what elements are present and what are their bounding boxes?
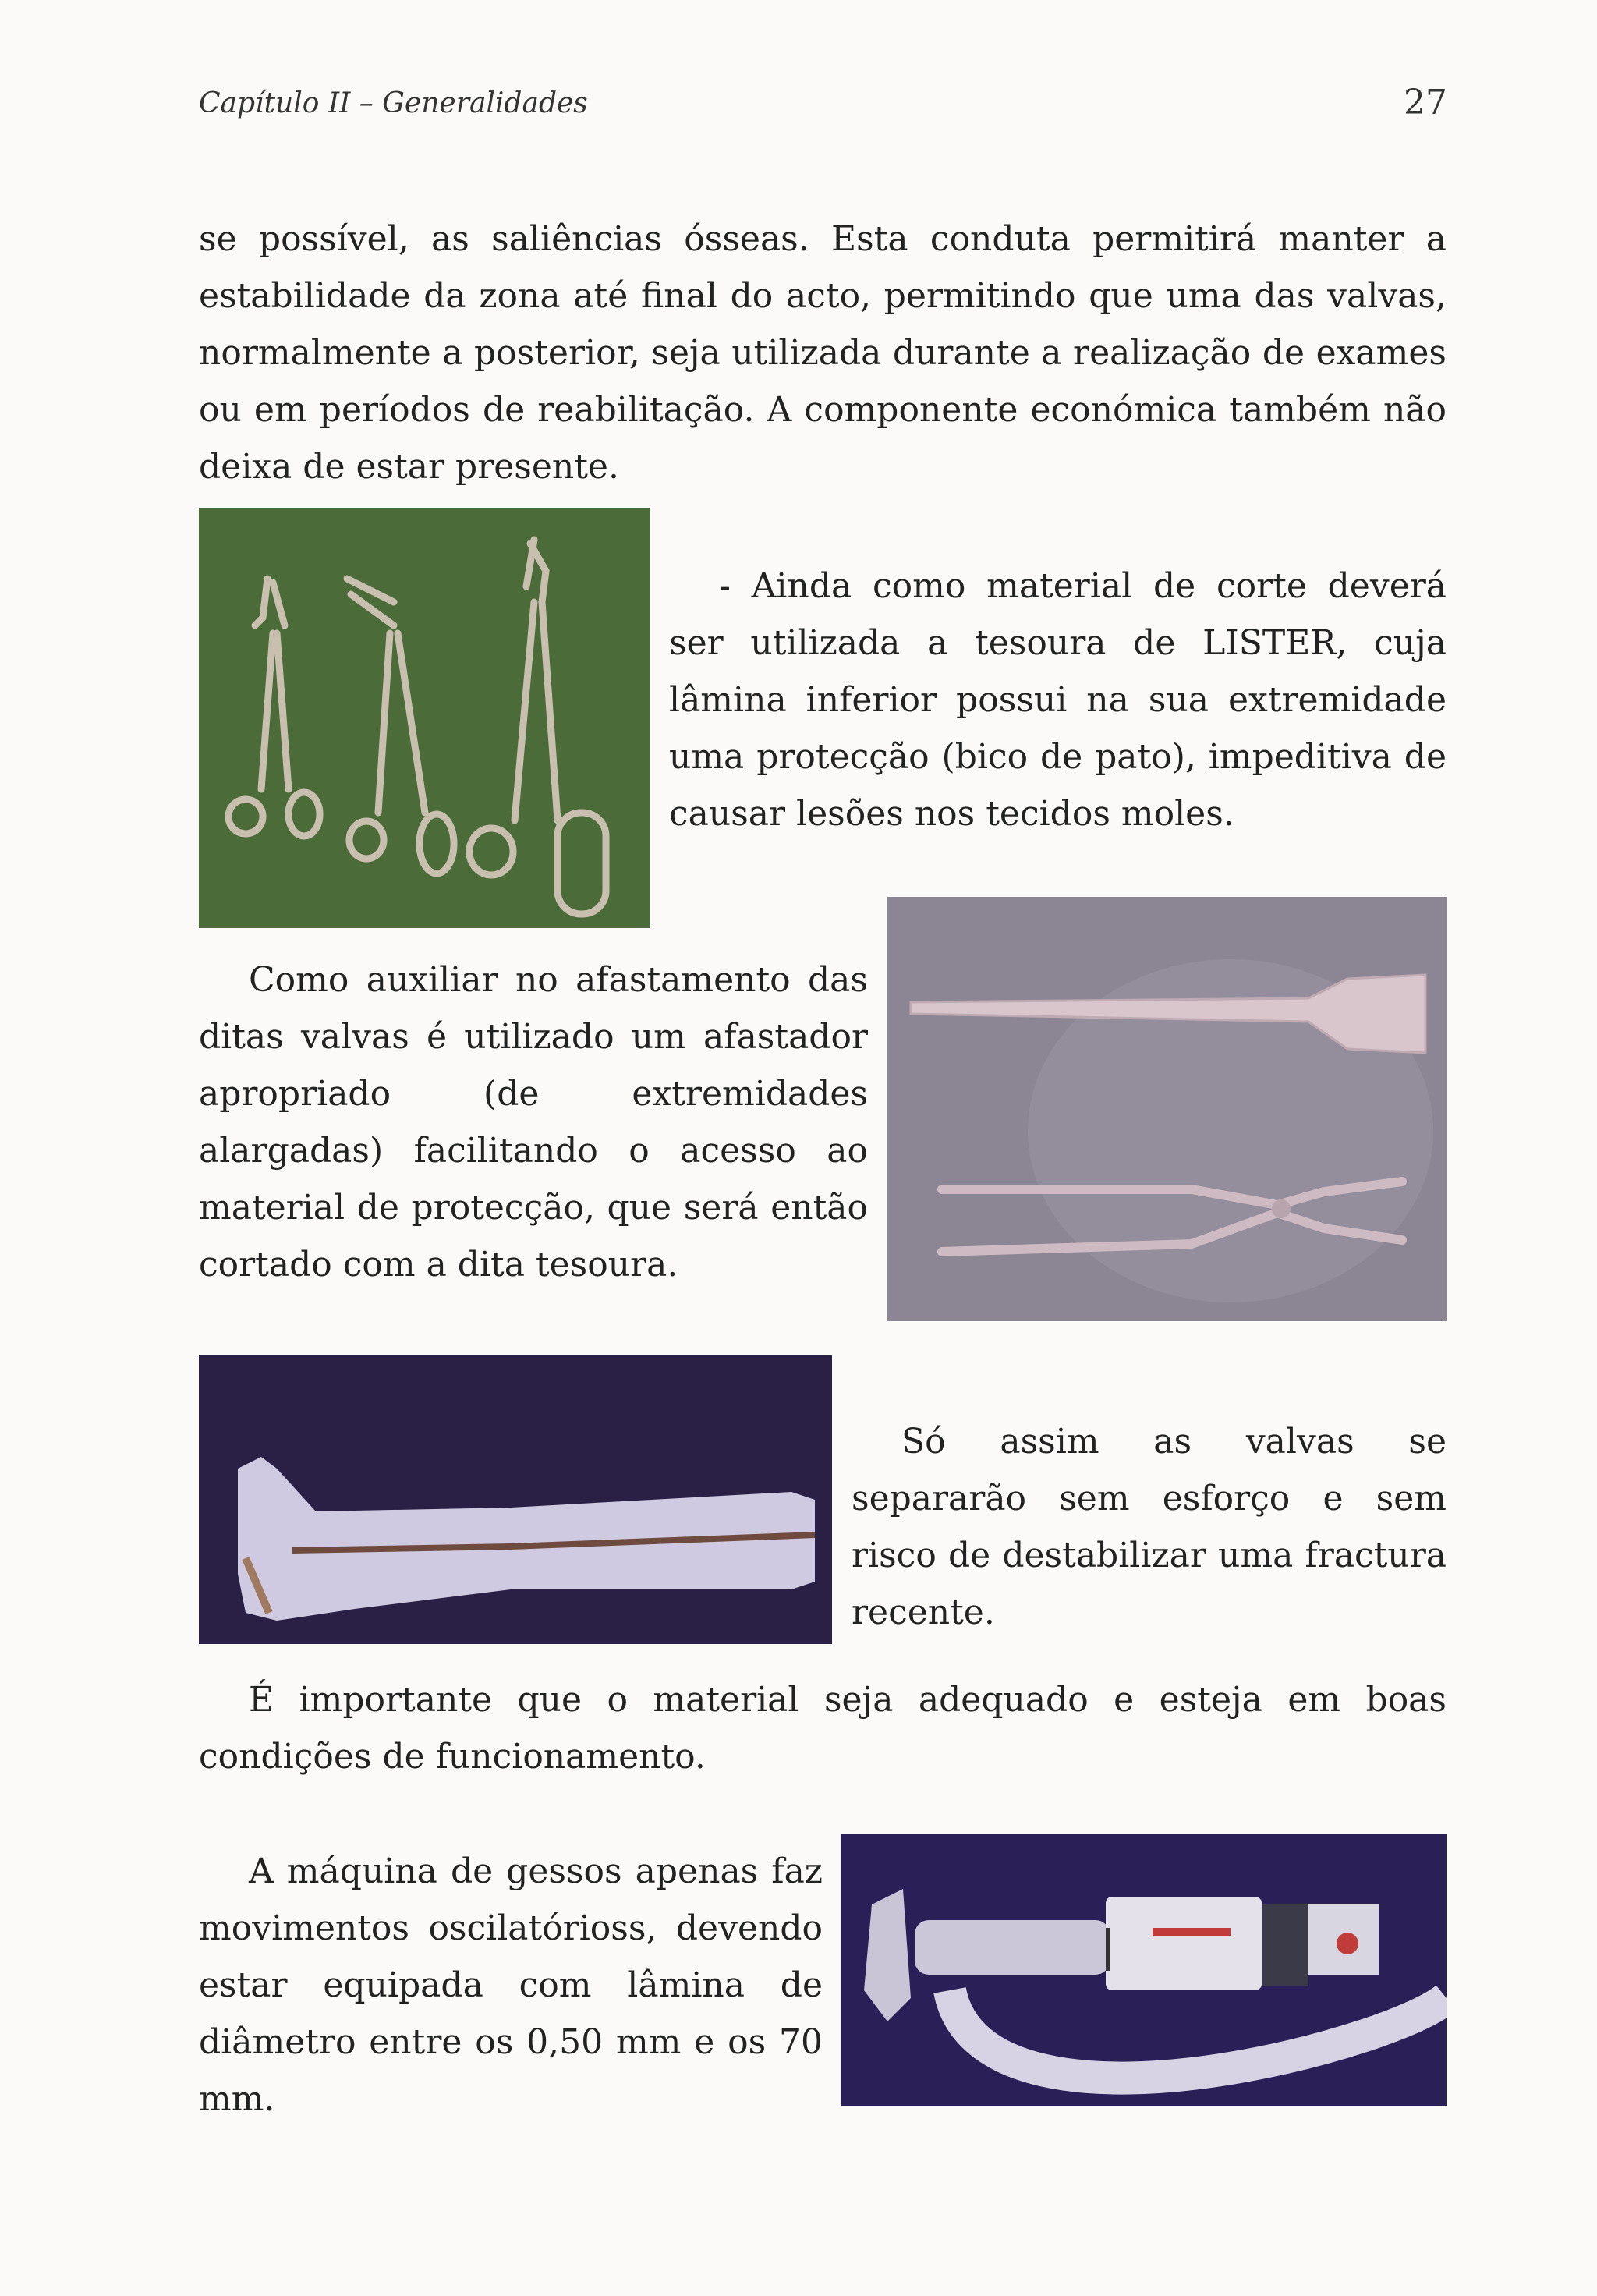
- paragraph-valves-separate: Só assim as valvas se separarão sem esforço e sem risco de destabilizar uma fractura recente.: [852, 1422, 1447, 1632]
- lister-scissors-photo: [199, 508, 650, 928]
- paragraph-material-condition: É importante que o material seja adequado e esteja em boas condições de funcionamento.: [199, 1680, 1447, 1777]
- paragraph-spreader: Como auxiliar no afastamento das ditas valvas é utilizado um afastador apropriado (de extremidades alargadas) facilitando o acesso ao material de protecção, que será então cortado com a dita tesoura.: [199, 960, 868, 1284]
- paragraph-cast-saw: A máquina de gessos apenas faz movimentos oscilatórioss, devendo estar equipada com lâmina de diâmetro entre os 0,50 mm e os 70 mm.: [199, 1851, 823, 2119]
- paragraph-lister-scissors: - Ainda como material de corte deverá ser utilizada a tesoura de LISTER, cuja lâmina inferior possui na sua extremidade uma protecção (bico de pato), impeditiva de causar lesões nos tecidos moles.: [669, 566, 1447, 834]
- running-header-chapter: Capítulo II – Generalidades: [199, 87, 588, 119]
- cast-saw-photo: [841, 1834, 1447, 2106]
- page-number: 27: [1404, 83, 1447, 122]
- paragraph-continuation: se possível, as saliências ósseas. Esta conduta permitirá manter a estabilidade da zona até final do acto, permitindo que uma das valvas, normalmente a posterior, seja utilizada durante a realização de exames ou em períodos de reabilitação. A componente económica também não deixa de estar presente.: [199, 219, 1447, 487]
- cast-spreader-photo: [887, 897, 1447, 1321]
- leg-cast-photo: [199, 1355, 832, 1644]
